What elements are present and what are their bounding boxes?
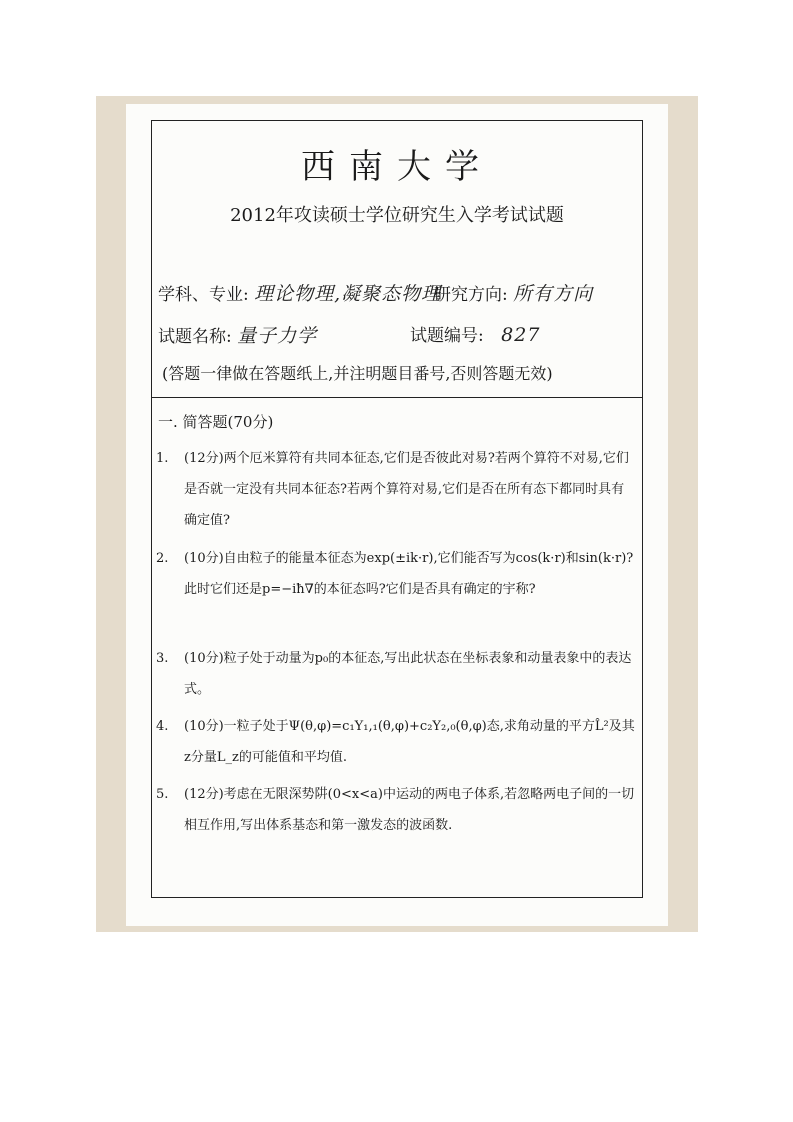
section-title: 一. 简答题(70分) <box>158 413 274 431</box>
question-item <box>156 643 636 705</box>
major-label: 学科、专业: <box>158 285 249 305</box>
university-title: 西南大学 <box>301 147 493 187</box>
question-number: 3. <box>156 651 169 666</box>
question-number: 2. <box>156 551 169 566</box>
direction-row <box>434 279 593 306</box>
question-text: (12分)两个厄米算符有共同本征态,它们是否彼此对易?若两个算符不对易,它们是否就一定没有共同本征态?若两个算符对易,它们是否在所有态下都同时具有确定值? <box>184 451 629 528</box>
question-item <box>156 779 636 841</box>
question-text: (10分)粒子处于动量为p₀的本征态,写出此状态在坐标表象和动量表象中的表达式。 <box>184 651 632 697</box>
exam-title: 2012年攻读硕士学位研究生入学考试试题 <box>230 205 564 226</box>
question-text: (12分)考虑在无限深势阱(0<x<a)中运动的两电子体系,若忽略两电子间的一切相互作用,写出体系基态和第一激发态的波函数. <box>184 787 635 833</box>
photo-frame <box>96 96 698 932</box>
question-item <box>156 711 636 773</box>
subject-row <box>158 321 317 348</box>
code-value: 827 <box>501 324 541 346</box>
question-item <box>156 543 636 605</box>
exam-border-box <box>151 120 643 898</box>
question-text: (10分)一粒子处于Ψ(θ,φ)=c₁Y₁,₁(θ,φ)+c₂Y₂,₀(θ,φ)态,求角动量的平方L̂²及其z分量L_z的可能值和平均值. <box>184 719 635 765</box>
major-value: 理论物理,凝聚态物理 <box>254 283 442 305</box>
instruction-text: (答题一律做在答题纸上,并注明题目番号,否则答题无效) <box>162 364 553 383</box>
major-row <box>158 279 441 306</box>
question-item <box>156 443 636 536</box>
header-divider <box>152 397 642 398</box>
subject-value: 量子力学 <box>237 325 318 347</box>
code-label: 试题编号: <box>410 326 484 346</box>
question-text: (10分)自由粒子的能量本征态为exp(±ik·r),它们能否写为cos(k·r)和sin(k·r)?此时它们还是p=−iħ∇的本征态吗?它们是否具有确定的宇称? <box>184 551 634 597</box>
question-number: 1. <box>156 451 169 466</box>
direction-value: 所有方向 <box>513 283 594 305</box>
direction-label: 研究方向: <box>434 285 508 305</box>
subject-label: 试题名称: <box>158 327 232 347</box>
question-number: 5. <box>156 787 169 802</box>
exam-paper <box>126 104 668 926</box>
question-number: 4. <box>156 719 169 734</box>
code-row <box>410 321 540 346</box>
